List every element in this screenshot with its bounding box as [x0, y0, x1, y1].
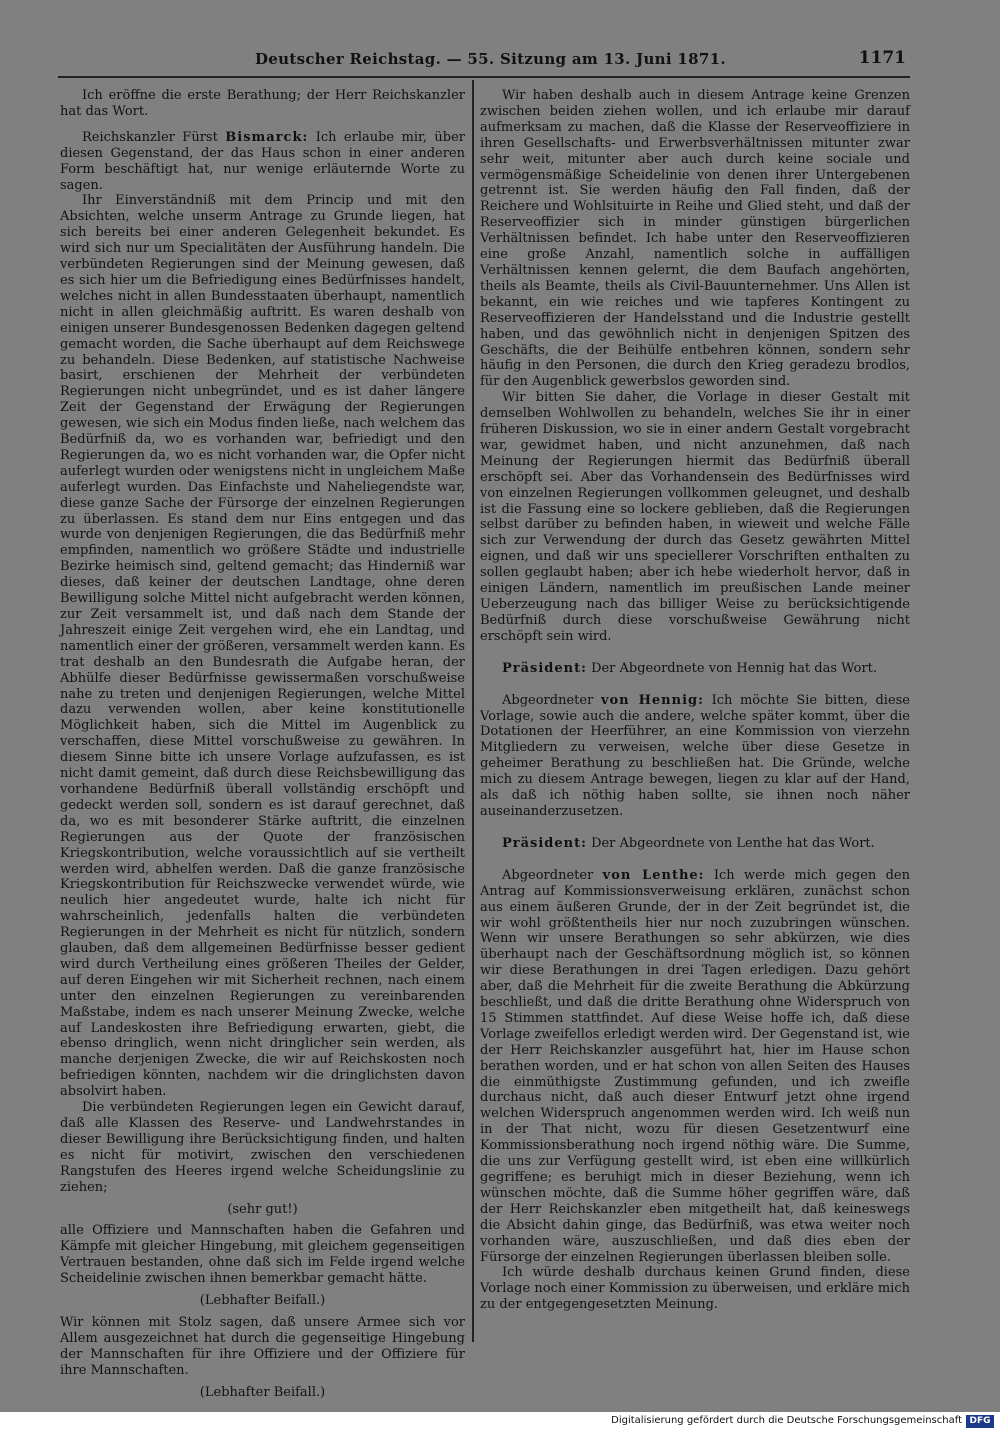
right-column: [480, 88, 910, 1313]
paragraph: Ich würde deshalb durchaus keinen Grund finden, diese Vorlage noch einer Kommission zu überweisen, und erkläre mich zu der entgegengesetzten Meinung.: [480, 1265, 910, 1313]
paragraph: alle Offiziere und Mannschaften haben die Gefahren und Kämpfe mit gleicher Hingebung, mit gleichem gegenseitigen Vertrauen bestanden, ohne daß sich im Felde irgend welche Scheidelinie zwischen ihnen bemerkbar gemacht hätte.: [60, 1223, 465, 1287]
paragraph: [480, 836, 910, 852]
reaction-note: (sehr gut!): [227, 1201, 298, 1217]
paragraph: Wir können mit Stolz sagen, daß unsere Armee sich vor Allem ausgezeichnet hat durch die gegenseitige Hingebung der Mannschaften für ihre Offiziere und der Offiziere für ihre Mannschaften.: [60, 1314, 465, 1378]
header-rule: [58, 76, 910, 78]
paragraph: Wir bitten Sie daher, die Vorlage in dieser Gestalt mit demselben Wohlwollen zu behandeln, welches Sie ihr in einer früheren Diskussion, wo sie in einer andern Gestalt vorgebracht war, gewidmet haben, und nicht anzunehmen, daß nach Meinung der Regierungen hiermit das Bedürfniß überall erschöpft sei. Aber das Vorhandensein des Bedürfnisses wird von einzelnen Regierungen vollkommen geleugnet, und deshalb ist die Fassung eine so lockere geblieben, daß die Regierungen selbst darüber zu befinden haben, in wieweit und welche Fälle sich zur Verwendung der durch das Gesetz gewährten Mittel eignen, und daß wir uns speciellerer Vorschriften enthalten zu sollen geglaubt haben; aber ich hebe wiederholt hervor, daß in einigen Ländern, namentlich im preußischen Lande meiner Ueberzeugung nach das billiger Weise zu berücksichtigende Bedürfniß durch diese vorschußweise Gewährung nicht erschöpft sein wird.: [480, 390, 910, 644]
paragraph: [480, 868, 910, 1266]
page-header: [60, 46, 910, 74]
speech-text: Ich möchte Sie bitten, diese Vorlage, sowie auch die andere, welche später kommt, über die Dotationen der Heerführer, an eine Kommission von vierzehn Mitgliedern zu verweisen, welche über diese Gesetze in geheimer Berathung zu beschließen hat. Die Gründe, welche mich zu diesem Antrage bewegen, liegen zu klar auf der Hand, als daß ich nöthig haben sollte, sie ihnen noch näher auseinanderzusetzen.: [480, 692, 910, 819]
paragraph: Ihr Einverständniß mit dem Princip und mit den Absichten, welche unserm Antrage zu Grunde liegen, hat sich bereits bei einer anderen Gelegenheit bekundet. Es wird sich nur um Specialitäten der Ausführung handeln. Die verbündeten Regierungen sind der Meinung gewesen, daß es sich hier um die Befriedigung eines Bedürfnisses handelt, welches nicht in allen Bundesstaaten überhaupt, namentlich nicht in allen gleichmäßig auftritt. Es waren deshalb von einigen unserer Bundesgenossen Bedenken dagegen geltend gemacht worden, die Sache überhaupt auf dem Reichswege zu behandeln. Diese Bedenken, auf statistische Nachweise basirt, erschienen der Mehrheit der verbündeten Regierungen nicht unbegründet, und es ist daher längere Zeit der Gegenstand der Erwägung der Regierungen gewesen, wie sich ein Modus finden ließe, nach welchem das Bedürfniß da, wo es vorhanden war, befriedigt und den Regierungen da, wo es nicht vorhanden war, die Opfer nicht auferlegt wurden oder wenigstens nicht in ungleichem Maße auferlegt wurden. Das Einfachste und Naheliegendste war, diese ganze Sache der Fürsorge der einzelnen Regierungen zu überlassen. Es stand dem nur Eins entgegen und das wurde von denjenigen Regierungen, die das Bedürfniß mehr empfinden, namentlich wo größere Städte und industrielle Bezirke heimisch sind, geltend gemacht; das Hinderniß war dieses, daß keiner der deutschen Landtage, ohne deren Bewilligung solche Mittel nicht aufgebracht werden können, zur Zeit versammelt ist, und daß nach dem Stande der Jahreszeit einige Zeit vergehen wird, ehe ein Landtag, und namentlich einer der größeren, versammelt werden kann. Es trat deshalb an den Bundesrath die Aufgabe heran, der Abhülfe dieser Bedürfnisse gewissermaßen vorschußweise nahe zu treten und denjenigen Regierungen, welche Mittel dazu verwenden wollen, aber keine konstitutionelle Möglichkeit haben, sich die Mittel im Augenblick zu verschaffen, diese Mittel vorschußweise zu gewähren. In diesem Sinne bitte ich unsere Vorlage aufzufassen, es ist nicht damit gemeint, daß durch diese Reichsbewilligung das vorhandene Bedürfniß überall vollständig erschöpft und gedeckt werden soll, sondern es ist darauf gerechnet, daß da, wo es mit besonderer Stärke auftritt, die einzelnen Regierungen aus der Quote der französischen Kriegskontribution, welche voraussichtlich auf sie vertheilt werden wird, abhelfen werden. Daß die ganze französische Kriegskontribution für Reichszwecke verwendet würde, wie neulich hier angedeutet wurde, halte ich nicht für wahrscheinlich, jedenfalls halten die verbündeten Regierungen in der Mehrheit es nicht für nützlich, sondern glauben, daß dem allgemeinen Bedürfnisse besser gedient wird durch Vertheilung eines größeren Theiles der Gelder, auf deren Eingehen wir mit Sicherheit rechnen, nach einem unter den einzelnen Regierungen zu vereinbarenden Maßstabe, indem es nach unserer Meinung Zwecke, welche auf Landeskosten ihre Befriedigung erwarten, giebt, die ebenso dringlich, wenn nicht dringlicher sein werden, als manche derjenigen Zwecke, die wir auf Reichskosten noch befriedigen könnten, nachdem wir die dringlichsten davon absolvirt haben.: [60, 193, 465, 1100]
page-number: 1171: [858, 48, 906, 68]
paragraph: Wir haben deshalb auch in diesem Antrage keine Grenzen zwischen beiden ziehen wollen, und ich erlaube mir darauf aufmerksam zu machen, daß die Klasse der Reserveoffiziere in ihren Gesellschafts- und Erwerbsverhältnissen mitunter zwar sehr weit, mitunter aber auch durch keine sociale und vermögensmäßige Scheidelinie von denen ihrer Untergebenen getrennt ist. Sie werden häufig den Fall finden, daß der Reichere und Wohlsituirte in Reihe und Glied steht, und daß der Reserveoffizier sich in minder günstigen bürgerlichen Verhältnissen befindet. Ich habe unter den Reserveoffizieren eine große Anzahl, namentlich solche in auffälligen Verhältnissen kennen gelernt, die dem Baufach angehörten, theils als Beamte, theils als Civil-Bauunternehmer. Uns Allen ist bekannt, ein wie reiches und wie tapferes Kontingent zu Reserveoffizieren der Handelsstand und die Industrie gestellt haben, und das gewöhnlich nicht in denjenigen Spitzen des Geschäfts, die der Beihülfe entbehren können, sondern sehr häufig in den Personen, die durch den Krieg geradezu brodlos, für den Augenblick gewerbslos geworden sind.: [480, 88, 910, 390]
speaker-lead: Abgeordneter: [502, 867, 594, 883]
speech-text: Ich erlaube mir, über diesen Gegenstand, der das Haus schon in einer anderen Form beschäftigt hat, nur wenige erläuternde Worte zu sagen.: [60, 129, 465, 193]
speech-text: Ich werde mich gegen den Antrag auf Kommissionsverweisung erklären, zunächst schon aus einem äußeren Grunde, der in der Zeit begründet ist, die wir wohl größtentheils hier nur noch zuzubringen wünschen. Wenn wir unsere Berathungen so sehr abkürzen, wie dies überhaupt nach der Geschäftsordnung möglich ist, so können wir diese Berathungen in drei Tagen erledigen. Dazu gehört aber, daß die Mehrheit für die zweite Berathung die Abkürzung beschließt, und daß die dritte Berathung ohne Widerspruch von 15 Stimmen stattfindet. Auf diese Weise hoffe ich, daß diese Vorlage zweifellos erledigt werden wird. Der Gegenstand ist, wie der Herr Reichskanzler ausgeführt hat, hier im Hause schon berathen worden, und er hat schon von allen Seiten des Hauses die einmüthigste Zustimmung gefunden, und ich zweifle durchaus nicht, daß auch dieser Entwurf jetzt ohne irgend welchen Widerspruch angenommen werden wird. Ich weiß nun in der That nicht, wozu für diesen Gesetzentwurf eine Kommissionsberathung noch irgend nöthig wäre. Die Summe, die uns zur Verfügung gestellt wird, ist eben eine willkürlich gegriffene; es beruhigt mich in dieser Beziehung, wenn ich wünschen möchte, daß die Summe höher gegriffen wäre, daß der Herr Reichskanzler eben mitgetheilt hat, daß keineswegs die Absicht dahin ginge, das Bedürfniß, was etwa weiter noch vorhanden wäre, auszuschließen, und daß dies eben der Fürsorge der einzelnen Regierungen überlassen bleiben solle.: [480, 867, 910, 1265]
dfg-logo: DFG: [966, 1415, 994, 1428]
speaker-name: Präsident:: [502, 835, 587, 851]
speaker-lead: Abgeordneter: [502, 692, 594, 708]
paragraph: Ich eröffne die erste Berathung; der Herr Reichskanzler hat das Wort.: [60, 88, 465, 119]
speaker-name: von Hennig:: [600, 692, 704, 708]
funding-credit: Digitalisierung gefördert durch die Deutsche Forschungsgemeinschaft: [611, 1415, 962, 1426]
footer-bar: [0, 1412, 1000, 1432]
paragraph: Die verbündeten Regierungen legen ein Gewicht darauf, daß alle Klassen des Reserve- und Landwehrstandes in dieser Bewilligung ihre Berücksichtigung finden, und halten es nicht für motivirt, zwischen den verschiedenen Rangstufen des Heeres irgend welche Scheidungslinie zu ziehen;: [60, 1100, 465, 1195]
speaker-name: von Lenthe:: [602, 867, 705, 883]
running-title: Deutscher Reichstag. — 55. Sitzung am 13. Juni 1871.: [255, 50, 726, 68]
speech-text: Der Abgeordnete von Hennig hat das Wort.: [591, 660, 878, 676]
speech-text: Der Abgeordnete von Lenthe hat das Wort.: [591, 835, 875, 851]
paragraph: [60, 130, 465, 194]
paragraph: [480, 661, 910, 677]
column-divider: [472, 80, 474, 1342]
speaker-lead: Reichskanzler Fürst: [82, 129, 218, 145]
speaker-name: Bismarck:: [225, 129, 309, 145]
paragraph: [480, 693, 910, 820]
reaction-note: (Lebhafter Beifall.): [199, 1384, 326, 1400]
speaker-name: Präsident:: [502, 660, 587, 676]
reaction-note: (Lebhafter Beifall.): [199, 1293, 326, 1309]
left-column: [60, 88, 465, 1407]
